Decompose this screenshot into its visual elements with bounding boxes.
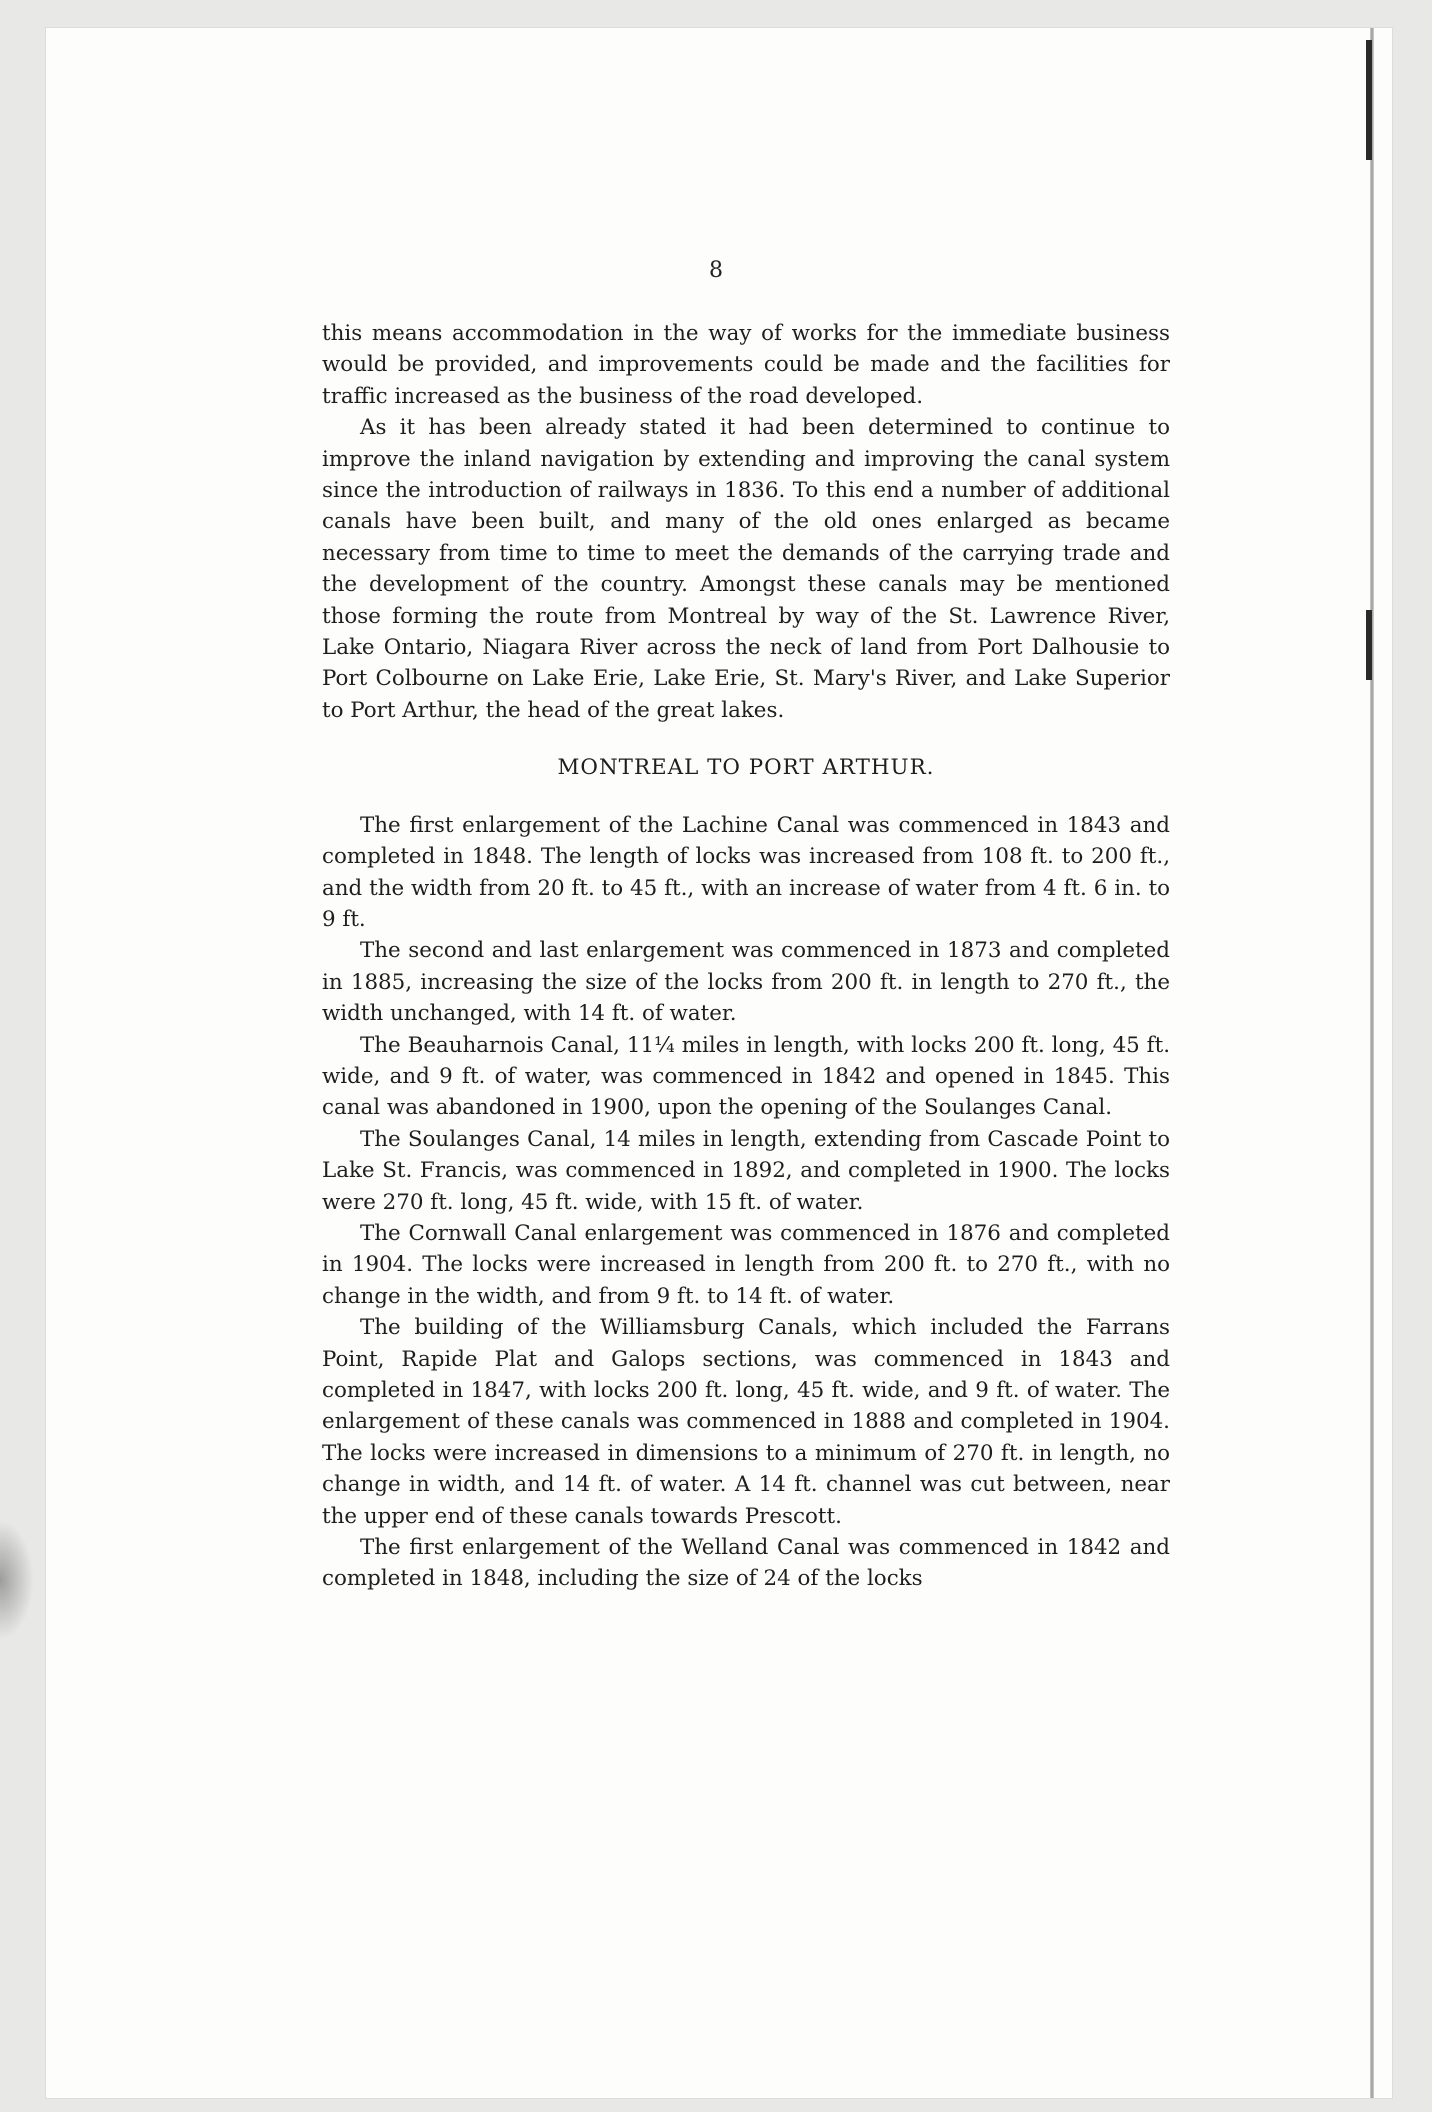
binding-shadow: [1366, 40, 1372, 160]
paragraph: The Cornwall Canal enlargement was commenced in 1876 and completed in 1904. The locks were increased in length from 200 ft. to 270 ft., with no change in the width, and from 9 ft. to 14 ft. of water.: [322, 1220, 1170, 1309]
scan-smudge: [0, 1520, 34, 1640]
paragraph: The Soulanges Canal, 14 miles in length, extending from Cascade Point to Lake St. Francis, was commenced in 1892, and completed in 1900. The locks were 270 ft. long, 45 ft. wide, with 15 ft. of water.: [322, 1126, 1170, 1215]
page-body: [322, 318, 1170, 1595]
paragraph: As it has been already stated it had been determined to continue to improve the inland navigation by extending and improving the canal system since the introduction of railways in 1836. To this end a number of additional canals have been built, and many of the old ones enlarged as became necessary from time to time to meet the demands of the carrying trade and the development of the country. Amongst these canals may be mentioned those forming the route from Montreal by way of the St. Lawrence River, Lake Ontario, Niagara River across the neck of land from Port Dalhousie to Port Colbourne on Lake Erie, Lake Erie, St. Mary's River, and Lake Superior to Port Arthur, the head of the great lakes.: [322, 415, 1170, 723]
paragraph: The first enlargement of the Welland Canal was commenced in 1842 and completed in 1848, including the size of 24 of the locks: [322, 1535, 1170, 1592]
page-number: 8: [709, 258, 723, 283]
binding-shadow: [1366, 610, 1372, 680]
paragraph: this means accommodation in the way of works for the immediate business would be provided, and improvements could be made and the facilities for traffic increased as the business of the road developed.: [322, 321, 1170, 409]
paragraph: The Beauharnois Canal, 11¼ miles in length, with locks 200 ft. long, 45 ft. wide, and 9 ft. of water, was commenced in 1842 and opened in 1845. This canal was abandoned in 1900, upon the opening of the Soulanges Canal.: [322, 1032, 1170, 1121]
paragraph: The first enlargement of the Lachine Canal was commenced in 1843 and completed in 1848. The length of locks was increased from 108 ft. to 200 ft., and the width from 20 ft. to 45 ft., with an increase of water from 4 ft. 6 in. to 9 ft.: [322, 812, 1170, 932]
paragraph: The second and last enlargement was commenced in 1873 and completed in 1885, increasing the size of the locks from 200 ft. in length to 270 ft., the width unchanged, with 14 ft. of water.: [322, 938, 1170, 1027]
section-heading: MONTREAL TO PORT ARTHUR.: [557, 755, 935, 781]
page-binding-edge: [1370, 28, 1374, 2098]
paragraph: The building of the Williamsburg Canals, which included the Farrans Point, Rapide Plat and Galops sections, was commenced in 1843 and completed in 1847, with locks 200 ft. long, 45 ft. wide, and 9 ft. of water. The enlargement of these canals was commenced in 1888 and completed in 1904. The locks were increased in dimensions to a minimum of 270 ft. in length, no change in width, and 14 ft. of water. A 14 ft. channel was cut between, near the upper end of these canals towards Prescott.: [322, 1315, 1170, 1529]
